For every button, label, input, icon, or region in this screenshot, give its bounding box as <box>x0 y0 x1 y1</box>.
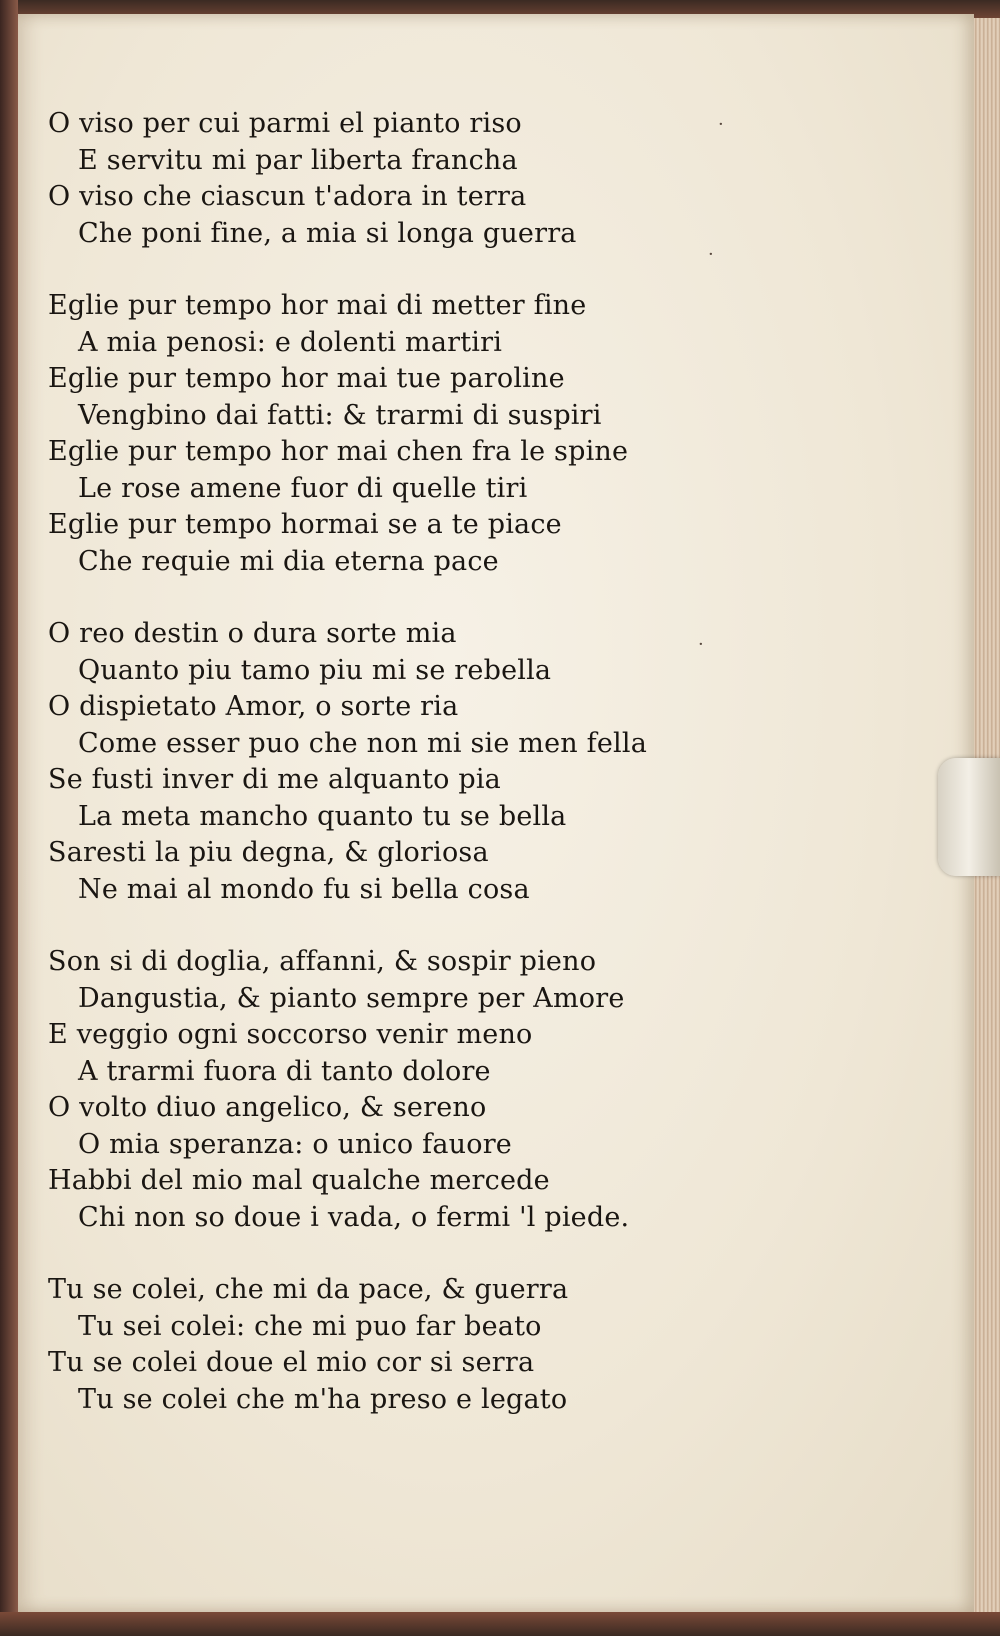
stanza-3 <box>48 616 748 908</box>
verse-line: Habbi del mio mal qualche mercede <box>48 1165 550 1196</box>
verse-line: Saresti la piu degna, & gloriosa <box>48 837 489 868</box>
verse-line: A trarmi fuora di tanto dolore <box>78 1055 491 1087</box>
verse-line: Eglie pur tempo hor mai chen fra le spine <box>48 436 629 467</box>
book-page <box>18 14 974 1612</box>
verse-line: Son si di doglia, affanni, & sospir pieno <box>48 946 597 977</box>
verse-line: O viso per cui parmi el pianto riso <box>48 108 522 139</box>
verse-line: Come esser puo che non mi sie men fella <box>78 727 647 759</box>
stanza-5 <box>48 1272 748 1418</box>
verse-line: Quanto piu tamo piu mi se rebella <box>78 654 552 686</box>
verse-line: O reo destin o dura sorte mia <box>48 618 457 649</box>
verse-line: Eglie pur tempo hor mai di metter fine <box>48 290 587 321</box>
stanza-1 <box>48 106 748 252</box>
verse-line: Ne mai al mondo fu si bella cosa <box>78 873 530 905</box>
verse-line: O dispietato Amor, o sorte ria <box>48 691 459 722</box>
verse-line: Eglie pur tempo hormai se a te piace <box>48 509 562 540</box>
verse-line: E servitu mi par liberta francha <box>78 144 518 176</box>
book-cover-bottom <box>0 1612 1000 1636</box>
verse-line: Eglie pur tempo hor mai tue paroline <box>48 363 565 394</box>
ink-speck: · <box>708 244 714 265</box>
page-clip <box>938 758 1000 876</box>
verse-line: E veggio ogni soccorso venir meno <box>48 1019 533 1050</box>
verse-line: Tu se colei doue el mio cor si serra <box>48 1347 535 1378</box>
verse-line: Tu sei colei: che mi puo far beato <box>78 1310 542 1342</box>
verse-line: A mia penosi: e dolenti martiri <box>78 326 503 358</box>
stanza-2 <box>48 288 748 580</box>
ink-speck: · <box>718 114 724 135</box>
verse-line: Chi non so doue i vada, o fermi 'l piede. <box>78 1201 630 1233</box>
poem-text <box>48 106 748 1454</box>
verse-line: O mia speranza: o unico fauore <box>78 1128 512 1160</box>
verse-line: Che requie mi dia eterna pace <box>78 545 499 577</box>
stanza-4 <box>48 944 748 1236</box>
verse-line: Se fusti inver di me alquanto pia <box>48 764 501 795</box>
ink-speck: · <box>698 634 704 655</box>
verse-line: O viso che ciascun t'adora in terra <box>48 181 527 212</box>
book-cover-left <box>0 0 18 1636</box>
verse-line: Vengbino dai fatti: & trarmi di suspiri <box>78 399 602 431</box>
verse-line: Che poni fine, a mia si longa guerra <box>78 217 577 249</box>
verse-line: Dangustia, & pianto sempre per Amore <box>78 982 625 1014</box>
verse-line: Tu se colei, che mi da pace, & guerra <box>48 1274 569 1305</box>
verse-line: Tu se colei che m'ha preso e legato <box>78 1383 568 1415</box>
verse-line: O volto diuo angelico, & sereno <box>48 1092 487 1123</box>
verse-line: La meta mancho quanto tu se bella <box>78 800 567 832</box>
verse-line: Le rose amene fuor di quelle tiri <box>78 472 528 504</box>
